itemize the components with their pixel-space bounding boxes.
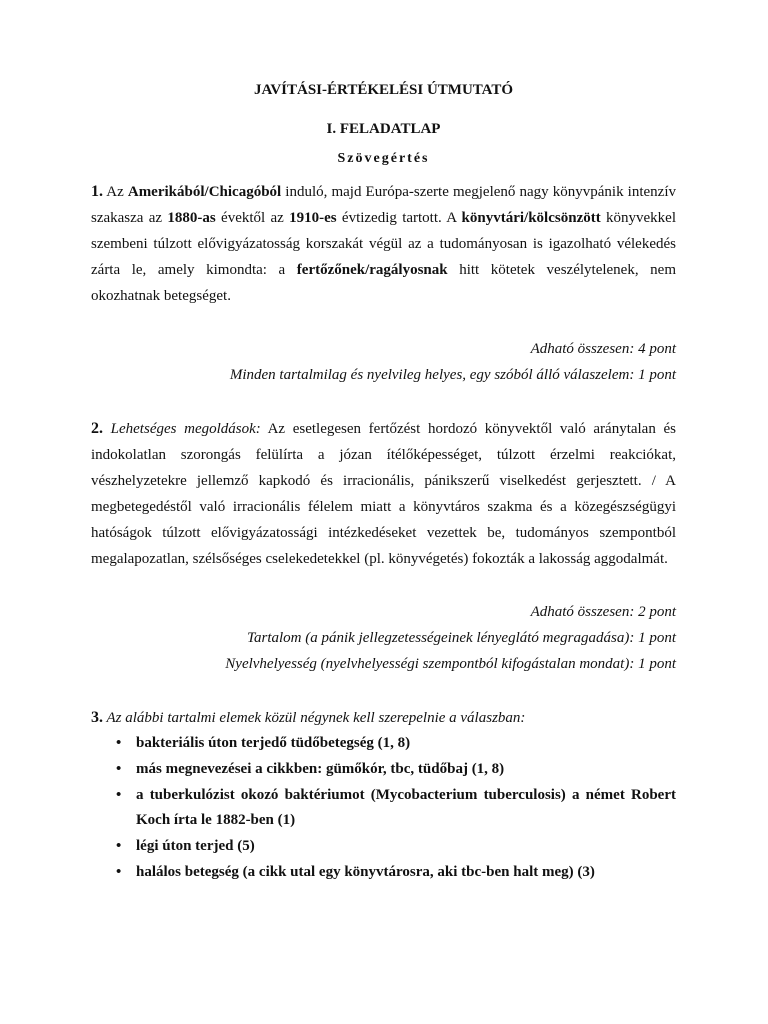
question-1-text [91,179,676,309]
q1-text-part: hitt kötetek veszélytelenek, nem okozhatnak betegséget. [91,262,676,304]
q1-keyword: könyvtári/kölcsönzött [461,210,601,226]
section-heading: Szövegértés [337,151,430,166]
question-2-scoring [91,599,676,677]
question-1-scoring [91,336,676,388]
q1-text-part: évtizedig tartott. A [336,210,462,226]
document-subtitle: I. FELADATLAP [326,121,441,137]
bullet-icon: • [116,735,122,751]
score-total: Adható összesen: 2 pont [530,604,676,620]
question-3-number: 3. [91,709,103,726]
bullet-icon: • [116,787,122,803]
q1-keyword: 1910-es [289,210,337,226]
question-3-text [91,705,676,731]
score-content: Tartalom (a pánik jellegzetességeinek lényeglátó megragadása): 1 pont [247,630,676,646]
bullet-icon: • [116,864,122,880]
list-item [116,731,676,756]
list-item-text: a tuberkulózist okozó baktériumot (Mycobacterium tuberculosis) a német Robert Koch írta le 1882-ben (1) [136,787,676,828]
list-item-text: halálos betegség (a cikk utal egy könyvtárosra, aki tbc-ben halt meg) (3) [136,864,595,880]
question-1-number: 1. [91,183,103,200]
list-item [116,834,676,859]
q1-text-part: könyvekkel szembeni túlzott elővigyázatosság korszakát végül az a tudományosan is igazolható vélekedés zárta le, amely kimondta: a [91,210,677,278]
question-2-answer: Az esetlegesen fertőzést hordozó könyvektől való aránytalan és indokolatlan szorongás felülírta a józan ítélőképességet, túlzott érzelmi reakciókat, vészhelyzetekre jellemző kapkodó és irracionális, pánikszerű viselkedést gerjesztett. / A megbetegedéstől való irracionális félelem miatt a könyvtáros szakma és a közegészségügyi hatóságok túlzott elővigyázatossági intézkedéseket vezettek be, tudományos szempontból megalapozatlan, szélsőséges cselekedetekkel (pl. könyvégetés) fokozták a lakosság aggodalmát. [91,421,676,567]
answer-element-list [91,731,676,885]
score-rule: Minden tartalmilag és nyelvileg helyes, egy szóból álló válaszelem: 1 pont [229,367,676,383]
score-language: Nyelvhelyesség (nyelvhelyességi szempontból kifogástalan mondat): 1 pont [225,656,676,672]
list-item [116,783,676,833]
q1-keyword: fertőzőnek/ragályosnak [296,262,448,278]
document-body [91,80,676,885]
list-item [116,860,676,885]
question-2-number: 2. [91,420,103,437]
q1-text-part: évektől az [215,210,290,226]
bullet-icon: • [116,838,122,854]
list-item-text: légi úton terjed (5) [136,838,255,854]
question-2-text [91,416,676,572]
q1-text-part: induló, majd Európa-szerte megjelenő nagy könyvpánik intenzív szakasza az [91,184,676,226]
q1-keyword: Amerikából/Chicagóból [127,184,282,200]
bullet-icon: • [116,761,122,777]
list-item-text: más megnevezései a cikkben: gümőkór, tbc, tüdőbaj (1, 8) [136,761,505,777]
q1-text-part: Az [103,184,128,200]
list-item [116,757,676,782]
list-item-text: bakteriális úton terjedő tüdőbetegség (1, 8) [136,735,411,751]
score-total: Adható összesen: 4 pont [530,341,676,357]
question-3-intro: Az alábbi tartalmi elemek közül négynek kell szerepelnie a válaszban: [103,710,526,726]
q1-keyword: 1880-as [167,210,216,226]
question-2-intro: Lehetséges megoldások: [103,421,261,437]
document-title: JAVÍTÁSI-ÉRTÉKELÉSI ÚTMUTATÓ [253,82,514,98]
